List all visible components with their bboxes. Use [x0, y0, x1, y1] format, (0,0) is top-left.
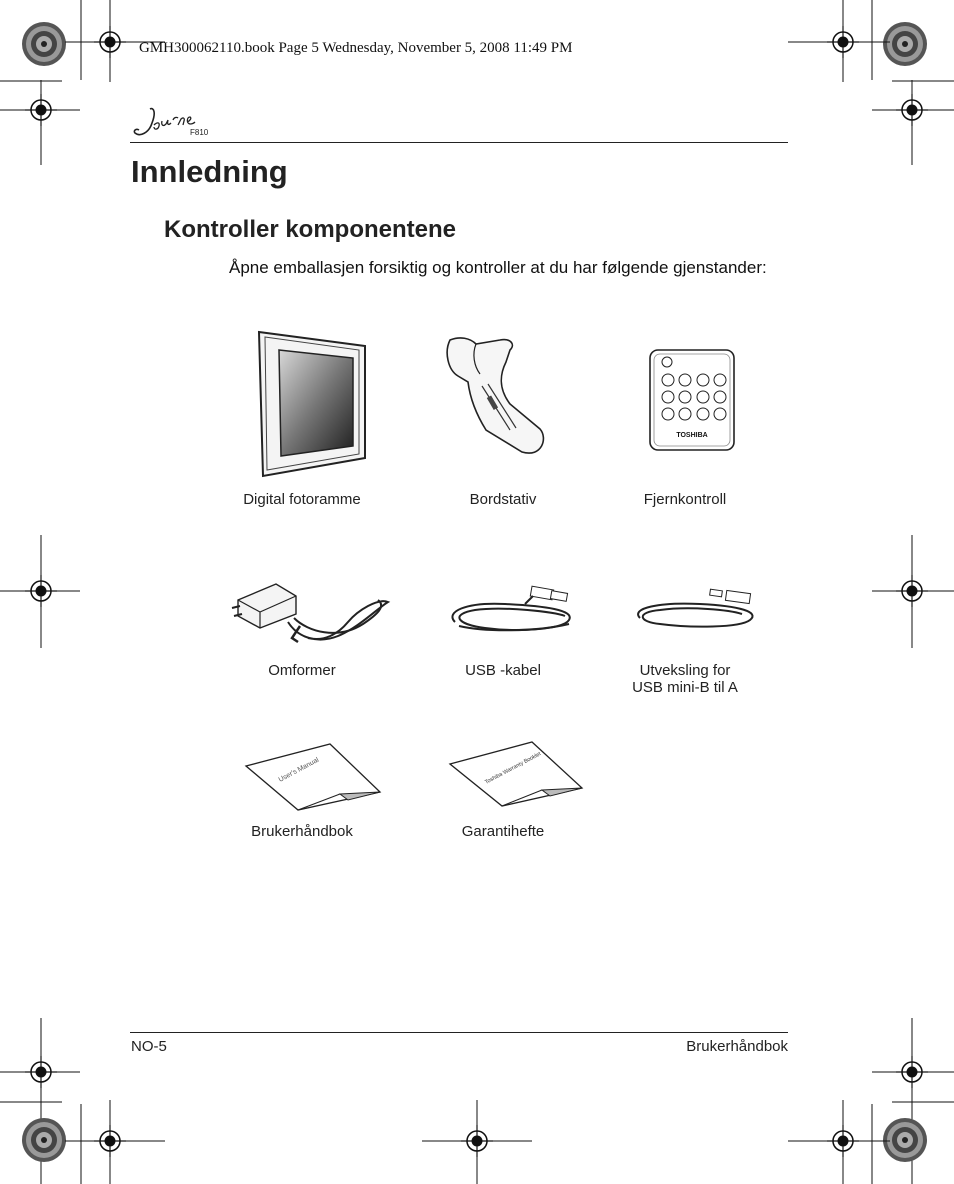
- color-bar-icon: [22, 1118, 66, 1162]
- warranty-booklet-illustration: [448, 740, 584, 808]
- color-bar-icon: [883, 22, 927, 66]
- item-label: Omformer: [268, 662, 336, 679]
- header-rule: [130, 142, 788, 143]
- booklet-text: Toshiba Warranty Booklet: [484, 751, 543, 786]
- model-label: F810: [190, 128, 209, 137]
- stand-illustration: [440, 334, 555, 459]
- color-bar-icon: [22, 22, 66, 66]
- power-adapter-illustration: [228, 578, 392, 650]
- item-label: Digital fotoramme: [243, 491, 361, 508]
- page-number: NO-5: [131, 1038, 167, 1055]
- section-title: Kontroller komponentene: [164, 216, 457, 243]
- usb-mini-cable-illustration: [630, 582, 762, 632]
- user-manual-illustration: [244, 742, 384, 812]
- print-header: GMH300062110.book Page 5 Wednesday, November 5, 2008 11:49 PM: [139, 40, 573, 56]
- usb-cable-illustration: [445, 582, 577, 634]
- footer-title: Brukerhåndbok: [686, 1038, 788, 1055]
- booklet-text: User's Manual: [277, 756, 321, 784]
- item-label: Utveksling for: [639, 662, 731, 679]
- remote-brand: TOSHIBA: [676, 432, 708, 439]
- remote-control-illustration: [648, 348, 738, 452]
- photo-frame-illustration: [255, 328, 370, 478]
- item-label: Fjernkontroll: [643, 491, 727, 508]
- item-label: USB mini-B til A: [632, 679, 738, 696]
- page-title: Innledning: [131, 154, 288, 189]
- item-label: Bordstativ: [469, 491, 537, 508]
- item-label: Brukerhåndbok: [251, 823, 353, 840]
- item-label: USB -kabel: [465, 662, 541, 679]
- power-icon: [662, 357, 672, 367]
- intro-text: Åpne emballasjen forsiktig og kontroller at du har følgende gjenstander:: [229, 258, 767, 277]
- footer-rule: [130, 1032, 788, 1033]
- item-label: Garantihefte: [461, 823, 545, 840]
- logo-text: Journe: [174, 139, 177, 140]
- color-bar-icon: [883, 1118, 927, 1162]
